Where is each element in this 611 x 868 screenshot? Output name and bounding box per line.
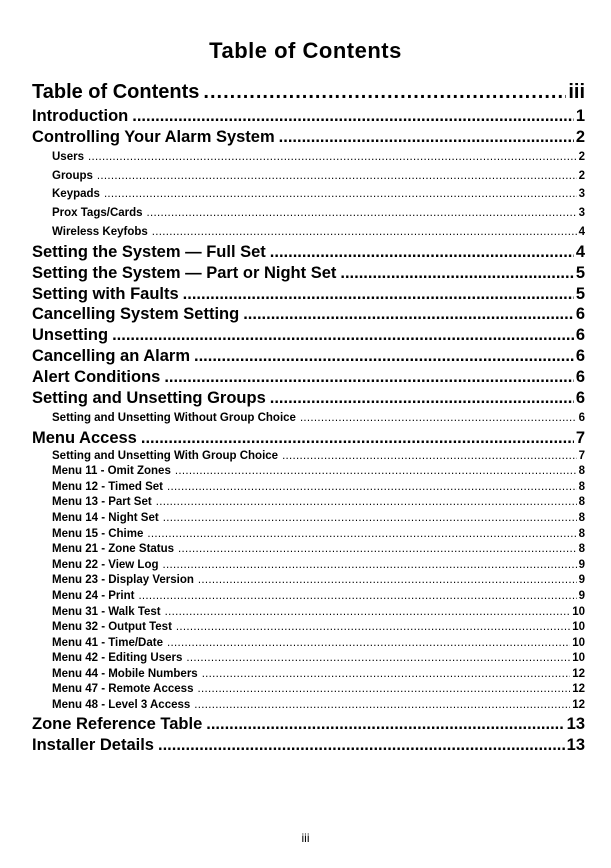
toc-entry-page: 12 [572, 667, 585, 680]
dot-leader [147, 204, 577, 223]
toc-entry-label: Cancelling an Alarm [32, 347, 191, 366]
toc-entry-page: 10 [572, 605, 585, 618]
toc-entry-label: Setting and Unsetting Groups [32, 389, 266, 407]
toc-entry[interactable] [32, 589, 585, 605]
dot-leader [156, 495, 577, 511]
toc-entry-label: Menu Access [32, 428, 137, 447]
toc-entry-label: Alert Conditions [32, 368, 161, 387]
table-of-contents [32, 78, 585, 755]
toc-entry-label: Menu 47 - Remote Access [52, 683, 194, 696]
toc-entry-label: Introduction [32, 107, 129, 125]
dot-leader [88, 148, 577, 167]
toc-entry[interactable] [32, 682, 585, 698]
toc-entry-label: Menu 14 - Night Set [52, 511, 159, 524]
toc-entry-label: Setting the System — Part or Night Set [32, 263, 337, 282]
toc-entry-label: Setting and Unsetting With Group Choice [52, 449, 279, 462]
toc-entry-page: 6 [575, 305, 585, 324]
toc-entry[interactable] [32, 263, 585, 284]
toc-entry-label: Menu 13 - Part Set [52, 496, 152, 509]
dot-leader [206, 714, 564, 735]
toc-entry-label: Groups [52, 169, 93, 182]
dot-leader [186, 651, 570, 667]
toc-entry[interactable] [32, 167, 585, 186]
dot-leader [141, 428, 574, 449]
toc-entry[interactable] [32, 667, 585, 683]
toc-entry-page: 3 [578, 188, 585, 201]
toc-entry[interactable] [32, 204, 585, 223]
toc-entry[interactable] [32, 325, 585, 346]
dot-leader [243, 304, 574, 325]
toc-entry-page: 5 [575, 284, 585, 303]
dot-leader [167, 636, 570, 652]
toc-entry[interactable] [32, 495, 585, 511]
toc-entry-label: Menu 23 - Display Version [52, 574, 194, 587]
toc-entry[interactable] [32, 527, 585, 543]
toc-entry[interactable] [32, 714, 585, 735]
toc-entry-label: Controlling Your Alarm System [32, 127, 275, 146]
toc-entry-page: 12 [572, 699, 585, 712]
toc-entry[interactable] [32, 346, 585, 367]
toc-entry-label: Menu 41 - Time/Date [52, 636, 163, 649]
dot-leader [138, 589, 576, 605]
toc-entry[interactable] [32, 636, 585, 652]
dot-leader [194, 346, 574, 367]
toc-entry-page: 6 [575, 389, 585, 407]
toc-entry-label: Unsetting [32, 326, 109, 345]
toc-entry-label: Menu 48 - Level 3 Access [52, 699, 191, 712]
toc-entry-page: 13 [566, 735, 585, 754]
dot-leader [163, 558, 577, 574]
toc-entry-label: Menu 22 - View Log [52, 558, 159, 571]
toc-entry[interactable] [32, 388, 585, 409]
toc-entry-page: 10 [572, 636, 585, 649]
toc-entry-page: 7 [578, 449, 585, 462]
toc-entry[interactable] [32, 620, 585, 636]
dot-leader [197, 682, 570, 698]
dot-leader [97, 167, 577, 186]
toc-entry[interactable] [32, 223, 585, 242]
toc-entry-page: 4 [575, 242, 585, 261]
toc-entry-label: Table of Contents [32, 81, 200, 103]
toc-entry[interactable] [32, 651, 585, 667]
toc-entry-page: 8 [578, 527, 585, 540]
toc-entry[interactable] [32, 698, 585, 714]
toc-entry[interactable] [32, 242, 585, 263]
toc-entry-label: Menu 44 - Mobile Numbers [52, 667, 198, 680]
toc-entry-page: 2 [575, 127, 585, 146]
toc-entry-label: Menu 21 - Zone Status [52, 543, 175, 556]
toc-entry-page: 6 [578, 411, 585, 424]
dot-leader [202, 667, 571, 683]
toc-entry-page: 8 [578, 480, 585, 493]
toc-entry-page: 4 [578, 225, 585, 238]
toc-entry-label: Menu 11 - Omit Zones [52, 465, 171, 478]
toc-entry-label: Users [52, 150, 84, 163]
dot-leader [132, 106, 574, 127]
dot-leader [158, 735, 565, 756]
toc-entry[interactable] [32, 542, 585, 558]
toc-entry-page: 2 [578, 169, 585, 182]
toc-entry[interactable] [32, 480, 585, 496]
toc-entry-label: Cancelling System Setting [32, 305, 240, 324]
toc-entry-label: Menu 42 - Editing Users [52, 652, 183, 665]
dot-leader [167, 480, 577, 496]
dot-leader [164, 367, 573, 388]
toc-entry-page: 6 [575, 326, 585, 345]
toc-entry-label: Setting and Unsetting Without Group Choice [52, 411, 296, 424]
toc-entry-label: Wireless Keyfobs [52, 225, 148, 238]
toc-entry-page: 9 [578, 558, 585, 571]
toc-entry-page: 5 [575, 263, 585, 282]
toc-entry-label: Menu 31 - Walk Test [52, 605, 161, 618]
page-title: Table of Contents [209, 38, 402, 63]
dot-leader [270, 242, 574, 263]
toc-entry-page: 8 [578, 543, 585, 556]
toc-entry-page: 10 [572, 621, 585, 634]
toc-entry-label: Menu 15 - Chime [52, 527, 144, 540]
toc-entry-page: 7 [575, 428, 585, 447]
toc-entry-page: 2 [578, 150, 585, 163]
toc-entry[interactable] [32, 735, 585, 756]
dot-leader [178, 542, 577, 558]
toc-entry-page: 6 [575, 347, 585, 366]
toc-entry-label: Zone Reference Table [32, 714, 203, 733]
toc-entry-page: 13 [566, 714, 585, 733]
dot-leader [279, 127, 574, 148]
toc-entry-page: 8 [578, 511, 585, 524]
dot-leader [165, 605, 571, 621]
toc-entry[interactable] [32, 106, 585, 127]
dot-leader [175, 464, 577, 480]
toc-entry[interactable] [32, 464, 585, 480]
toc-entry-label: Setting with Faults [32, 284, 179, 303]
toc-entry-page: 3 [578, 207, 585, 220]
dot-leader [203, 78, 566, 106]
toc-entry-label: Setting the System — Full Set [32, 242, 266, 261]
toc-entry-label: Menu 12 - Timed Set [52, 480, 163, 493]
toc-entry-page: 10 [572, 652, 585, 665]
toc-entry[interactable] [32, 409, 585, 428]
toc-entry[interactable] [32, 449, 585, 465]
toc-entry-page: 1 [575, 107, 585, 125]
toc-entry-label: Prox Tags/Cards [52, 207, 143, 220]
toc-entry-label: Keypads [52, 188, 100, 201]
toc-entry[interactable] [32, 304, 585, 325]
dot-leader [194, 698, 570, 714]
dot-leader [163, 511, 577, 527]
dot-leader [152, 223, 577, 242]
dot-leader [183, 284, 574, 305]
toc-entry[interactable] [32, 78, 585, 106]
dot-leader [112, 325, 574, 346]
toc-entry[interactable] [32, 284, 585, 305]
toc-entry[interactable] [32, 605, 585, 621]
toc-entry-label: Menu 32 - Output Test [52, 621, 172, 634]
toc-entry[interactable] [32, 428, 585, 449]
toc-entry[interactable] [32, 511, 585, 527]
toc-entry[interactable] [32, 127, 585, 148]
dot-leader [270, 388, 574, 409]
dot-leader [147, 527, 576, 543]
toc-entry-page: 8 [578, 496, 585, 509]
toc-entry-label: Installer Details [32, 735, 154, 754]
page-number: iii [301, 831, 310, 845]
toc-entry[interactable] [32, 185, 585, 204]
toc-entry[interactable] [32, 367, 585, 388]
toc-entry[interactable] [32, 573, 585, 589]
dot-leader [176, 620, 570, 636]
dot-leader [340, 263, 573, 284]
toc-entry-label: Menu 24 - Print [52, 589, 135, 602]
toc-entry-page: 9 [578, 574, 585, 587]
toc-entry-page: 6 [575, 368, 585, 387]
dot-leader [104, 185, 577, 204]
dot-leader [198, 573, 577, 589]
toc-entry[interactable] [32, 148, 585, 167]
toc-entry-page: iii [568, 81, 585, 103]
toc-entry[interactable] [32, 558, 585, 574]
toc-entry-page: 8 [578, 465, 585, 478]
dot-leader [282, 449, 577, 465]
dot-leader [300, 409, 577, 428]
toc-entry-page: 9 [578, 589, 585, 602]
toc-entry-page: 12 [572, 683, 585, 696]
